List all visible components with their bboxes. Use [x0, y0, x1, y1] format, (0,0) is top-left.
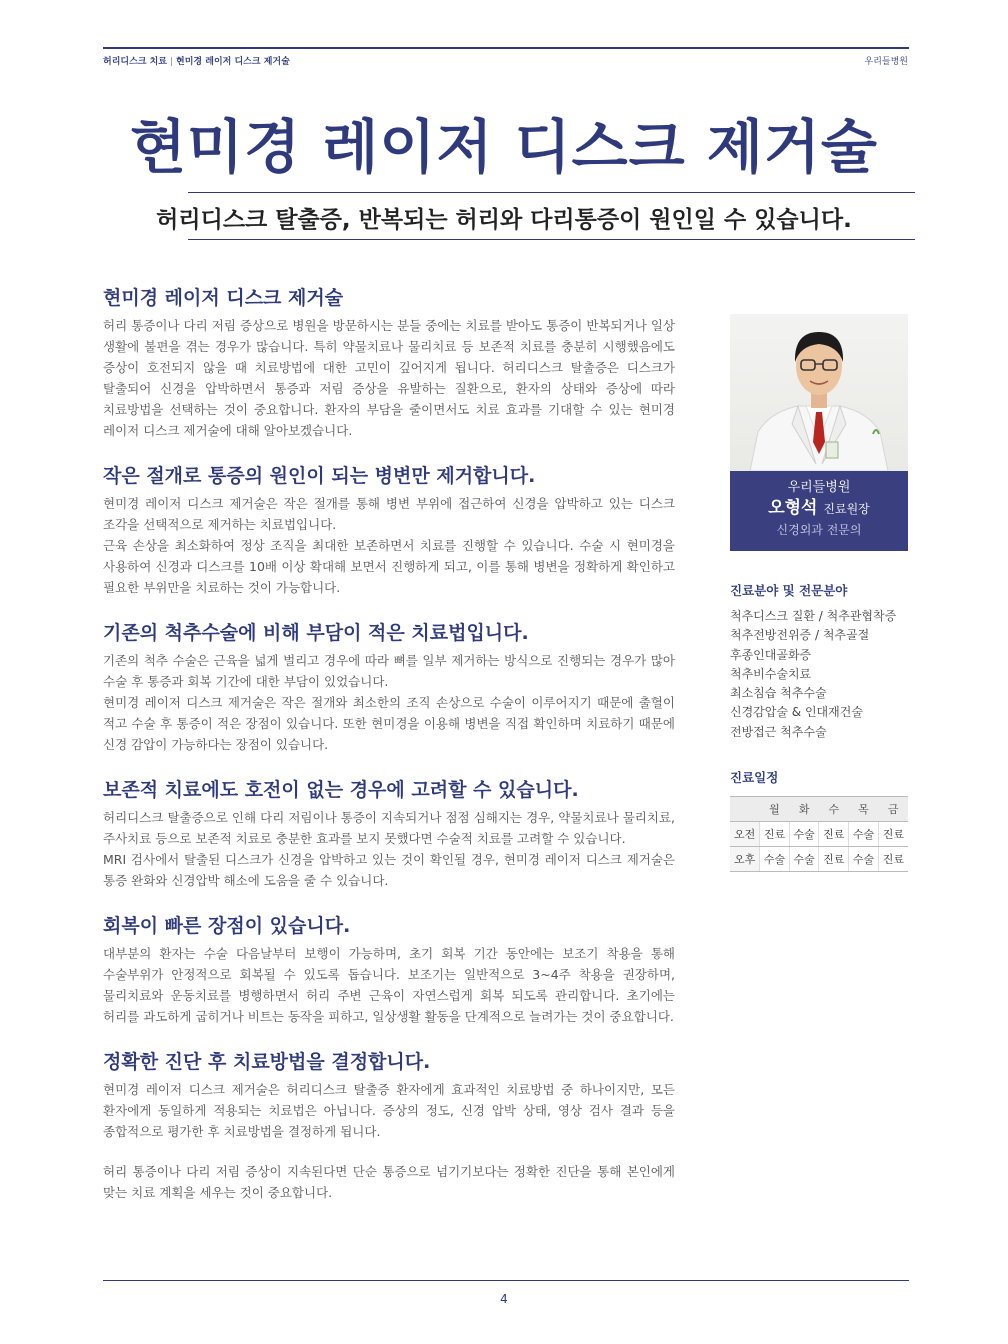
section-less-burden	[103, 618, 675, 755]
section-heading: 회복이 빠른 장점이 있습니다.	[103, 915, 351, 937]
doctor-name: 오형석	[768, 498, 818, 518]
specialties-list	[730, 607, 908, 742]
schedule-row-label: 오전	[730, 822, 760, 847]
schedule-row-label: 오후	[730, 847, 760, 872]
specialty-item: 척추비수술치료	[730, 666, 812, 681]
header-hospital-name: 우리들병원	[864, 57, 908, 67]
section-paragraph: 기존의 척추 수술은 근육을 넓게 벌리고 경우에 따라 뼈를 일부 제거하는 방식으로 진행되는 경우가 많아 수술 후 통증과 회복 기간에 대한 부담이 있었습니다.	[103, 653, 675, 689]
section-paragraph: 현미경 레이저 디스크 제거술은 허리디스크 탈출증 환자에게 효과적인 치료방법 중 하나이지만, 모든 환자에게 동일하게 적용되는 치료법은 아닙니다. 증상의 정도, 신경 압박 상태, 영상 검사 결과 등을 종합적으로 평가한 후 치료방법을 결정하게 됩니다.	[103, 1082, 675, 1139]
schedule-cell: 수술	[760, 847, 790, 872]
section-heading: 작은 절개로 통증의 원인이 되는 병변만 제거합니다.	[103, 465, 536, 487]
paragraph-gap	[103, 1142, 675, 1161]
schedule-cell: 진료	[878, 822, 908, 847]
breadcrumb-section: 허리디스크 치료	[103, 57, 167, 67]
breadcrumb-current: 현미경 레이저 디스크 제거술	[176, 57, 290, 67]
specialty-item: 척추전방전위증 / 척추골절	[730, 628, 870, 643]
schedule-day: 화	[789, 797, 819, 822]
page-number: 4	[500, 1292, 508, 1306]
section-intro	[103, 283, 675, 441]
subtitle-rule-top	[188, 192, 915, 193]
doctor-specialty: 신경외과 전문의	[776, 523, 862, 537]
section-small-incision	[103, 461, 675, 598]
specialty-item: 신경감압술 & 인대재건술	[730, 705, 863, 720]
section-paragraph: MRI 검사에서 탈출된 디스크가 신경을 압박하고 있는 것이 확인될 경우, 현미경 레이저 디스크 제거술은 통증 완화와 신경압박 해소에 도움을 줄 수 있습니다.	[103, 852, 675, 888]
schedule-cell: 수술	[849, 822, 879, 847]
schedule-row-morning	[730, 822, 908, 847]
schedule-cell: 진료	[760, 822, 790, 847]
specialty-item: 최소침습 척추수술	[730, 686, 827, 701]
schedule-corner	[730, 797, 760, 822]
section-paragraph: 허리 통증이나 다리 저림 증상으로 병원을 방문하시는 분들 중에는 치료를 받아도 통증이 반복되거나 일상 생활에 불편을 겪는 경우가 많습니다. 특히 약물치료나 물리치료 등 보존적 치료를 충분히 시행했음에도 증상이 호전되지 않을 때 치료방법에 대한 고민이 깊어지게 됩니다. 허리디스크 탈출증은 디스크가 탈출되어 신경을 압박하면서 통증과 저림 증상을 유발하는 질환으로, 환자의 상태와 증상에 따라 치료방법을 선택하는 것이 중요합니다. 환자의 부담을 줄이면서도 치료 효과를 기대할 수 있는 현미경 레이저 디스크 제거술에 대해 알아보겠습니다.	[103, 318, 675, 438]
schedule-cell: 수술	[849, 847, 879, 872]
schedule-heading: 진료일정	[730, 770, 779, 786]
breadcrumb	[103, 54, 290, 67]
article-body	[103, 283, 675, 1223]
schedule-table	[730, 796, 908, 872]
schedule-cell: 진료	[819, 822, 849, 847]
section-paragraph: 현미경 레이저 디스크 제거술은 작은 절개와 최소한의 조직 손상으로 수술이 이루어지기 때문에 출혈이 적고 수술 후 통증이 적은 장점이 있습니다. 또한 현미경을 이용해 병변을 직접 확인하며 치료하기 때문에 신경 감압이 가능하다는 장점이 있습니다.	[103, 695, 675, 752]
section-heading: 현미경 레이저 디스크 제거술	[103, 287, 344, 309]
specialty-item: 후종인대골화증	[730, 647, 812, 662]
section-paragraph: 대부분의 환자는 수술 다음날부터 보행이 가능하며, 초기 회복 기간 동안에는 보조기 착용을 통해 수술부위가 안정적으로 회복될 수 있도록 돕습니다. 보조기는 일반적으로 3~4주 착용을 권장하며, 물리치료와 운동치료를 병행하면서 허리 주변 근육이 자연스럽게 회복 되도록 관리합니다. 초기에는 허리를 과도하게 굽히거나 비트는 동작을 피하고, 일상생활 활동을 단계적으로 늘려가는 것이 중요합니다.	[103, 946, 675, 1024]
section-heading: 보존적 치료에도 호전이 없는 경우에 고려할 수 있습니다.	[103, 779, 579, 801]
schedule-day: 수	[819, 797, 849, 822]
doctor-photo	[730, 314, 908, 471]
schedule-row-afternoon	[730, 847, 908, 872]
section-diagnosis	[103, 1047, 675, 1203]
schedule-day: 금	[878, 797, 908, 822]
header-rule	[103, 47, 909, 49]
doctor-card	[730, 471, 908, 551]
section-paragraph: 근육 손상을 최소화하여 정상 조직을 최대한 보존하면서 치료를 진행할 수 있습니다. 수술 시 현미경을 사용하여 신경과 디스크를 10배 이상 확대해 보면서 진행하게 되고, 이를 통해 병변을 정확하게 확인하고 필요한 부위만을 치료하는 것이 가능합니다.	[103, 538, 675, 595]
section-paragraph: 허리 통증이나 다리 저림 증상이 지속된다면 단순 통증으로 넘기기보다는 정확한 진단을 통해 본인에게 맞는 치료 계획을 세우는 것이 중요합니다.	[103, 1164, 675, 1200]
doctor-portrait-image	[730, 314, 908, 471]
page-title: 현미경 레이저 디스크 제거술	[130, 113, 878, 181]
subtitle-rule-bottom	[188, 239, 915, 240]
schedule-day: 월	[760, 797, 790, 822]
schedule-cell: 진료	[878, 847, 908, 872]
section-indications	[103, 775, 675, 891]
schedule-header-row	[730, 797, 908, 822]
doctor-name-line	[730, 497, 908, 520]
section-heading: 정확한 진단 후 치료방법을 결정합니다.	[103, 1051, 431, 1073]
schedule-cell: 진료	[819, 847, 849, 872]
footer-rule	[103, 1280, 909, 1281]
section-paragraph: 허리디스크 탈출증으로 인해 다리 저림이나 통증이 지속되거나 점점 심해지는 경우, 약물치료나 물리치료, 주사치료 등으로 보존적 치료로 충분한 효과를 보지 못했다면 수술적 치료를 고려할 수 있습니다.	[103, 810, 675, 846]
specialties-heading: 진료분야 및 전문분야	[730, 583, 848, 598]
section-heading: 기존의 척추수술에 비해 부담이 적은 치료법입니다.	[103, 622, 529, 644]
section-paragraph: 현미경 레이저 디스크 제거술은 작은 절개를 통해 병변 부위에 접근하여 신경을 압박하고 있는 디스크 조각을 선택적으로 제거하는 치료법입니다.	[103, 496, 675, 532]
schedule-day: 목	[849, 797, 879, 822]
section-recovery	[103, 911, 675, 1027]
doctor-position: 진료원장	[823, 502, 870, 516]
specialty-item: 척추디스크 질환 / 척추관협착증	[730, 609, 897, 623]
specialty-item: 전방접근 척추수술	[730, 724, 827, 739]
breadcrumb-separator: |	[170, 57, 174, 67]
page-subtitle: 허리디스크 탈출증, 반복되는 허리와 다리통증이 원인일 수 있습니다.	[156, 207, 852, 233]
doctor-sidebar	[730, 314, 908, 872]
schedule-cell: 수술	[789, 822, 819, 847]
schedule-cell: 수술	[789, 847, 819, 872]
doctor-hospital: 우리들병원	[787, 480, 851, 495]
